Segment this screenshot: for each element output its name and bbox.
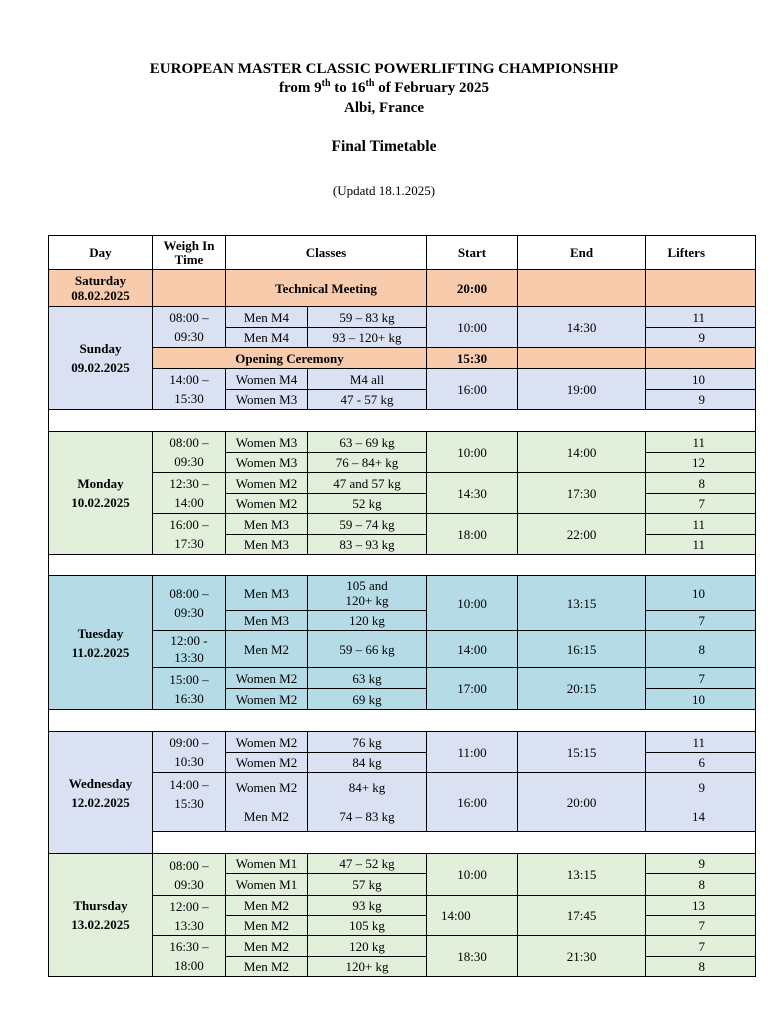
spacer-row (49, 555, 756, 576)
end-cell: 14:00 (518, 432, 646, 473)
table-row (49, 432, 756, 453)
table-row (49, 936, 756, 957)
start-cell: 10:00 (427, 432, 518, 473)
end-cell: 21:30 (518, 936, 646, 977)
class-group-cell: Women M2 (226, 668, 308, 689)
class-group-cell: Women M2 (226, 689, 308, 710)
day-cell: Monday 10.02.2025 (49, 432, 153, 555)
weigh-in-cell: 16:00 – 17:30 (153, 514, 226, 555)
saturday-row (49, 270, 756, 307)
start-cell: 15:30 (427, 348, 518, 369)
ceremony-row (49, 348, 756, 369)
class-group-cell: Women M2 (226, 473, 308, 494)
start-cell: 10:00 (427, 307, 518, 348)
end-cell: 20:00 (518, 773, 646, 832)
col-header-day: Day (49, 236, 153, 270)
document-location: Albi, France (344, 100, 424, 116)
class-group-cell: Men M2 (226, 936, 308, 957)
class-group-cell: Women M4 (226, 369, 308, 390)
lifters-cell: 11 (646, 514, 756, 535)
day-cell: Wednesday 12.02.2025 (49, 732, 153, 854)
end-cell: 22:00 (518, 514, 646, 555)
lifters-cell: 11 (646, 307, 756, 328)
start-cell: 10:00 (427, 854, 518, 896)
start-cell: 16:00 (427, 773, 518, 832)
end-cell: 13:15 (518, 854, 646, 896)
start-cell: 18:30 (427, 936, 518, 977)
lifters-cell: 9 14 (646, 773, 756, 832)
lifters-cell: 9 (646, 328, 756, 348)
lifters-cell: 10 (646, 369, 756, 390)
day-cell: Tuesday 11.02.2025 (49, 576, 153, 710)
table-row (49, 773, 756, 832)
col-header-start: Start (427, 236, 518, 270)
weigh-in-cell: 15:00 – 16:30 (153, 668, 226, 710)
start-cell: 14:00 (427, 896, 518, 936)
col-header-lifters: Lifters (646, 236, 756, 270)
lifters-cell: 11 (646, 432, 756, 453)
start-cell: 18:00 (427, 514, 518, 555)
col-header-classes: Classes (226, 236, 427, 270)
timetable (48, 235, 756, 977)
table-row (49, 473, 756, 494)
start-cell: 11:00 (427, 732, 518, 773)
spacer-row (49, 832, 756, 854)
day-cell: Thursday 13.02.2025 (49, 854, 153, 977)
weigh-in-cell: 14:00 – 15:30 (153, 369, 226, 410)
lifters-cell: 7 (646, 611, 756, 631)
day-cell: Sunday 09.02.2025 (49, 307, 153, 410)
weigh-in-cell: 09:00 – 10:30 (153, 732, 226, 773)
class-weight-cell: 93 – 120+ kg (308, 328, 427, 348)
class-group-cell: Men M4 (226, 307, 308, 328)
class-weight-cell: 59 – 66 kg (308, 631, 427, 668)
end-cell: 15:15 (518, 732, 646, 773)
class-weight-cell: 76 kg (308, 732, 427, 753)
class-group-cell: Men M2 (226, 957, 308, 977)
end-cell (518, 348, 646, 369)
lifters-cell: 8 (646, 874, 756, 896)
start-cell: 17:00 (427, 668, 518, 710)
weigh-in-cell: 12:00 - 13:30 (153, 631, 226, 668)
weigh-in-cell: 08:00 – 09:30 (153, 576, 226, 631)
start-cell: 20:00 (427, 270, 518, 307)
weigh-in-cell: 12:30 – 14:00 (153, 473, 226, 514)
col-header-weigh-in: Weigh In Time (153, 236, 226, 270)
lifters-cell: 10 (646, 689, 756, 710)
class-group-cell: Men M3 (226, 514, 308, 535)
event-cell: Technical Meeting (226, 270, 427, 307)
class-weight-cell: M4 all (308, 369, 427, 390)
start-cell: 14:30 (427, 473, 518, 514)
lifters-cell: 7 (646, 936, 756, 957)
class-group-cell: Men M2 (226, 916, 308, 936)
update-note: (Updatd 18.1.2025) (332, 183, 436, 198)
class-group-cell: Women M3 (226, 453, 308, 473)
table-row (49, 369, 756, 390)
day-cell: Saturday 08.02.2025 (49, 270, 153, 307)
class-weight-cell: 59 – 74 kg (308, 514, 427, 535)
end-cell: 13:15 (518, 576, 646, 631)
class-weight-cell: 105 and 120+ kg (308, 576, 427, 611)
class-group-cell: Men M3 (226, 535, 308, 555)
class-group-cell: Men M2 (226, 896, 308, 916)
lifters-cell: 11 (646, 535, 756, 555)
weigh-in-cell: 16:30 – 18:00 (153, 936, 226, 977)
start-cell: 16:00 (427, 369, 518, 410)
lifters-cell: 11 (646, 732, 756, 753)
start-cell: 10:00 (427, 576, 518, 631)
class-weight-cell: 120 kg (308, 611, 427, 631)
class-weight-cell: 120+ kg (308, 957, 427, 977)
table-row (49, 576, 756, 611)
weigh-in-cell: 14:00 – 15:30 (153, 773, 226, 832)
class-weight-cell: 47 - 57 kg (308, 390, 427, 410)
lifters-cell: 8 (646, 631, 756, 668)
weigh-in-cell (153, 270, 226, 307)
class-weight-cell: 47 – 52 kg (308, 854, 427, 874)
class-group-cell: Men M3 (226, 576, 308, 611)
class-weight-cell: 93 kg (308, 896, 427, 916)
lifters-cell: 9 (646, 854, 756, 874)
weigh-in-cell: 08:00 – 09:30 (153, 432, 226, 473)
end-cell: 19:00 (518, 369, 646, 410)
document-title: EUROPEAN MASTER CLASSIC POWERLIFTING CHAMPIONSHIP (149, 61, 619, 77)
class-weight-cell: 120 kg (308, 936, 427, 957)
class-weight-cell: 63 – 69 kg (308, 432, 427, 453)
class-weight-cell: 63 kg (308, 668, 427, 689)
lifters-cell (646, 270, 756, 307)
spacer-row (49, 410, 756, 432)
weigh-in-cell: 08:00 – 09:30 (153, 307, 226, 348)
table-row (49, 631, 756, 668)
document-subtitle: Final Timetable (331, 138, 437, 155)
lifters-cell: 7 (646, 494, 756, 514)
end-cell: 14:30 (518, 307, 646, 348)
table-row (49, 896, 756, 916)
table-row (49, 307, 756, 328)
class-weight-cell: 84+ kg 74 – 83 kg (308, 773, 427, 832)
end-cell: 20:15 (518, 668, 646, 710)
start-cell: 14:00 (427, 631, 518, 668)
class-group-cell: Women M2 Men M2 (226, 773, 308, 832)
class-weight-cell: 47 and 57 kg (308, 473, 427, 494)
class-group-cell: Women M2 (226, 753, 308, 773)
table-row (49, 854, 756, 874)
lifters-cell: 8 (646, 473, 756, 494)
lifters-cell: 9 (646, 390, 756, 410)
class-weight-cell: 69 kg (308, 689, 427, 710)
class-weight-cell: 105 kg (308, 916, 427, 936)
class-weight-cell: 83 – 93 kg (308, 535, 427, 555)
table-header-row (49, 236, 756, 270)
class-weight-cell: 76 – 84+ kg (308, 453, 427, 473)
class-weight-cell: 84 kg (308, 753, 427, 773)
class-weight-cell: 52 kg (308, 494, 427, 514)
lifters-cell (646, 348, 756, 369)
lifters-cell: 7 (646, 916, 756, 936)
class-weight-cell: 57 kg (308, 874, 427, 896)
lifters-cell: 13 (646, 896, 756, 916)
document-dates: from 9th to 16th of February 2025 (278, 78, 490, 96)
class-group-cell: Women M3 (226, 432, 308, 453)
event-cell: Opening Ceremony (153, 348, 427, 369)
lifters-cell: 7 (646, 668, 756, 689)
class-group-cell: Women M1 (226, 874, 308, 896)
weigh-in-cell: 12:00 – 13:30 (153, 896, 226, 936)
lifters-cell: 8 (646, 957, 756, 977)
end-cell: 16:15 (518, 631, 646, 668)
class-group-cell: Women M1 (226, 854, 308, 874)
class-group-cell: Women M2 (226, 732, 308, 753)
class-group-cell: Men M3 (226, 611, 308, 631)
lifters-cell: 12 (646, 453, 756, 473)
lifters-cell: 10 (646, 576, 756, 611)
class-group-cell: Women M3 (226, 390, 308, 410)
lifters-cell: 6 (646, 753, 756, 773)
weigh-in-cell: 08:00 – 09:30 (153, 854, 226, 896)
end-cell: 17:30 (518, 473, 646, 514)
class-group-cell: Men M2 (226, 631, 308, 668)
class-group-cell: Women M2 (226, 494, 308, 514)
col-header-end: End (518, 236, 646, 270)
table-row (49, 514, 756, 535)
table-row (49, 668, 756, 689)
class-weight-cell: 59 – 83 kg (308, 307, 427, 328)
table-row (49, 732, 756, 753)
class-group-cell: Men M4 (226, 328, 308, 348)
end-cell: 17:45 (518, 896, 646, 936)
spacer-row (49, 710, 756, 732)
end-cell (518, 270, 646, 307)
